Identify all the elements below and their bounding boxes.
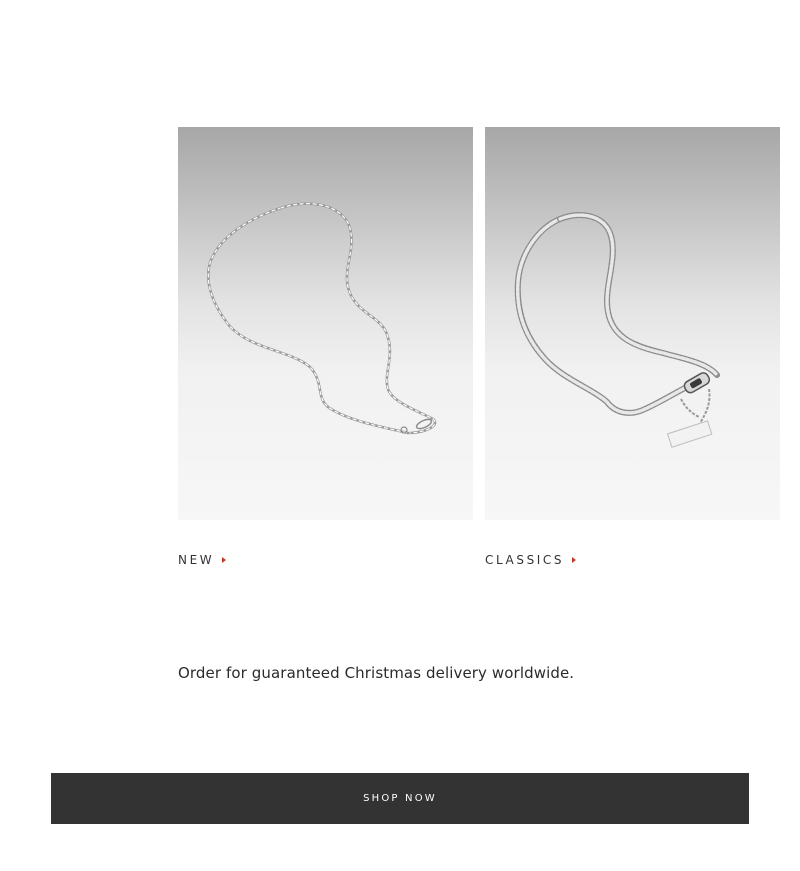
product-image-new[interactable] bbox=[178, 127, 473, 520]
product-card-new[interactable] bbox=[178, 127, 473, 567]
shop-now-button[interactable] bbox=[51, 773, 749, 824]
product-card-classics[interactable] bbox=[485, 127, 780, 567]
promo-text: Order for guaranteed Christmas delivery worldwide. bbox=[178, 664, 575, 682]
arrow-right-icon bbox=[222, 557, 226, 563]
product-image-classics[interactable] bbox=[485, 127, 780, 520]
fine-chain-necklace-image bbox=[178, 127, 473, 520]
box-chain-necklace-image bbox=[485, 127, 780, 520]
arrow-right-icon bbox=[572, 557, 576, 563]
category-link-new[interactable] bbox=[178, 553, 473, 567]
shop-now-label: SHOP NOW bbox=[363, 793, 437, 804]
category-link-classics[interactable] bbox=[485, 553, 780, 567]
category-label-new: NEW bbox=[178, 553, 215, 567]
category-label-classics: CLASSICS bbox=[485, 553, 565, 567]
